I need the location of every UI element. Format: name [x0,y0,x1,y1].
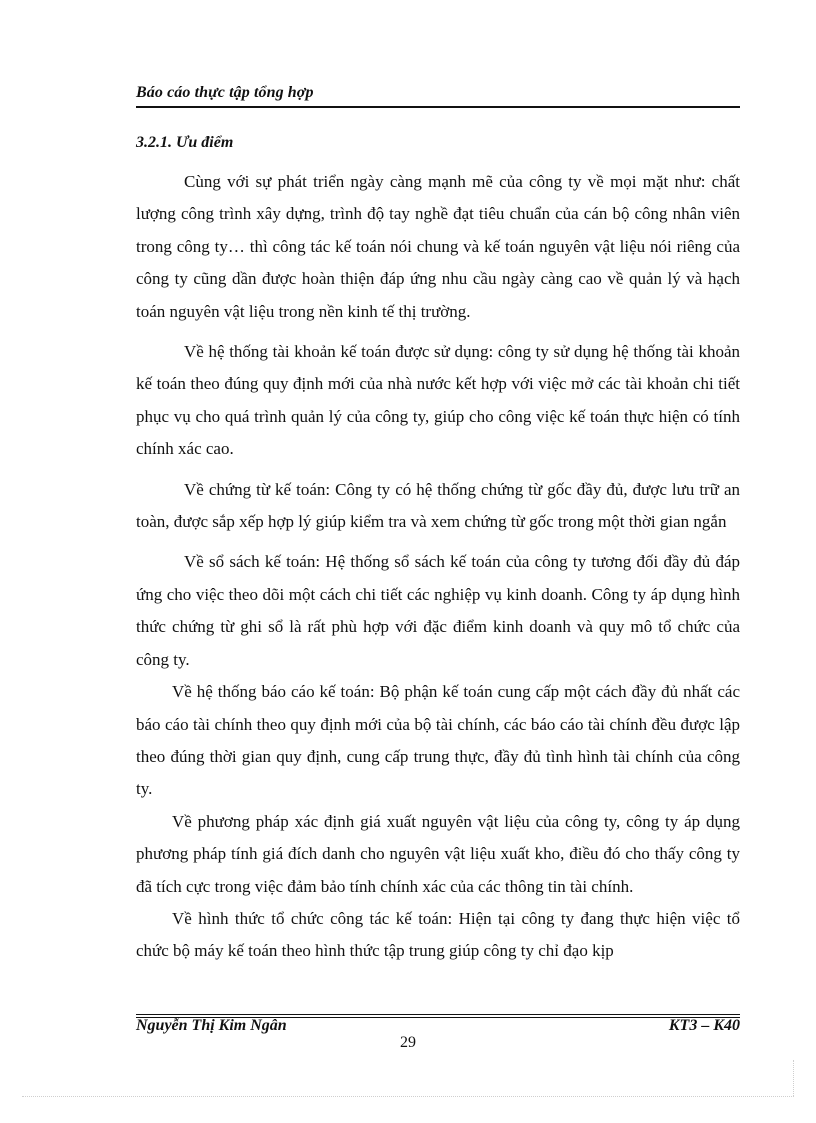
page-edge-line [793,1060,794,1096]
paragraph: Về sổ sách kế toán: Hệ thống sổ sách kế toán của công ty tương đối đầy đủ đáp ứng cho việc theo dõi một cách chi tiết các nghiệp vụ kinh doanh. Công ty áp dụng hình thức chứng từ ghi sổ là rất phù hợp với đặc điểm kinh doanh và quy mô tổ chức của công ty. [136,552,740,669]
footer-divider [136,1014,740,1015]
paragraph: Về chứng từ kế toán: Công ty có hệ thống chứng từ gốc đầy đủ, được lưu trữ an toàn, được sắp xếp hợp lý giúp kiểm tra và xem chứng từ gốc trong một thời gian ngắn [136,479,740,532]
paragraph: Về hệ thống báo cáo kế toán: Bộ phận kế toán cung cấp một cách đầy đủ nhất các báo cáo tài chính theo quy định mới của bộ tài chính, các báo cáo tài chính đều được lập theo đúng thời gian quy định, cung cấp trung thực, đầy đủ tình hình tài chính của công ty. [136,682,740,799]
section-heading: 3.2.1. Ưu điểm [136,134,234,151]
footer-class: KT3 – K40 [668,1017,740,1034]
body-text [136,166,740,968]
page-number: 29 [400,1034,416,1051]
page-edge-line [22,1096,794,1097]
paragraph: Về phương pháp xác định giá xuất nguyên vật liệu của công ty, công ty áp dụng phương pháp tính giá đích danh cho nguyên vật liệu xuất kho, điều đó cho thấy công ty đã tích cực trong việc đảm bảo tính chính xác của các thông tin tài chính. [136,811,740,896]
paragraph: Cùng với sự phát triển ngày càng mạnh mẽ của công ty về mọi mặt như: chất lượng công trình xây dựng, trình độ tay nghề đạt tiêu chuẩn của cán bộ công nhân viên trong công ty… thì công tác kế toán nói chung và kế toán nguyên vật liệu nói riêng của công ty cũng dần được hoàn thiện đáp ứng nhu cầu ngày càng cao về quản lý và hạch toán nguyên vật liệu trong nền kinh tế thị trường. [136,172,740,321]
running-header-title: Báo cáo thực tập tổng hợp [136,84,314,101]
footer-author: Nguyễn Thị Kim Ngân [136,1017,287,1034]
paragraph: Về hệ thống tài khoản kế toán được sử dụng: công ty sử dụng hệ thống tài khoản kế toán theo đúng quy định mới của nhà nước kết hợp với việc mở các tài khoản chi tiết phục vụ cho quá trình quản lý của công ty, giúp cho công việc kế toán thực hiện có tính chính xác cao. [136,342,740,459]
header-divider [136,106,740,108]
paragraph: Về hình thức tổ chức công tác kế toán: Hiện tại công ty đang thực hiện việc tổ chức bộ máy kế toán theo hình thức tập trung giúp công ty chỉ đạo kịp [136,908,740,961]
